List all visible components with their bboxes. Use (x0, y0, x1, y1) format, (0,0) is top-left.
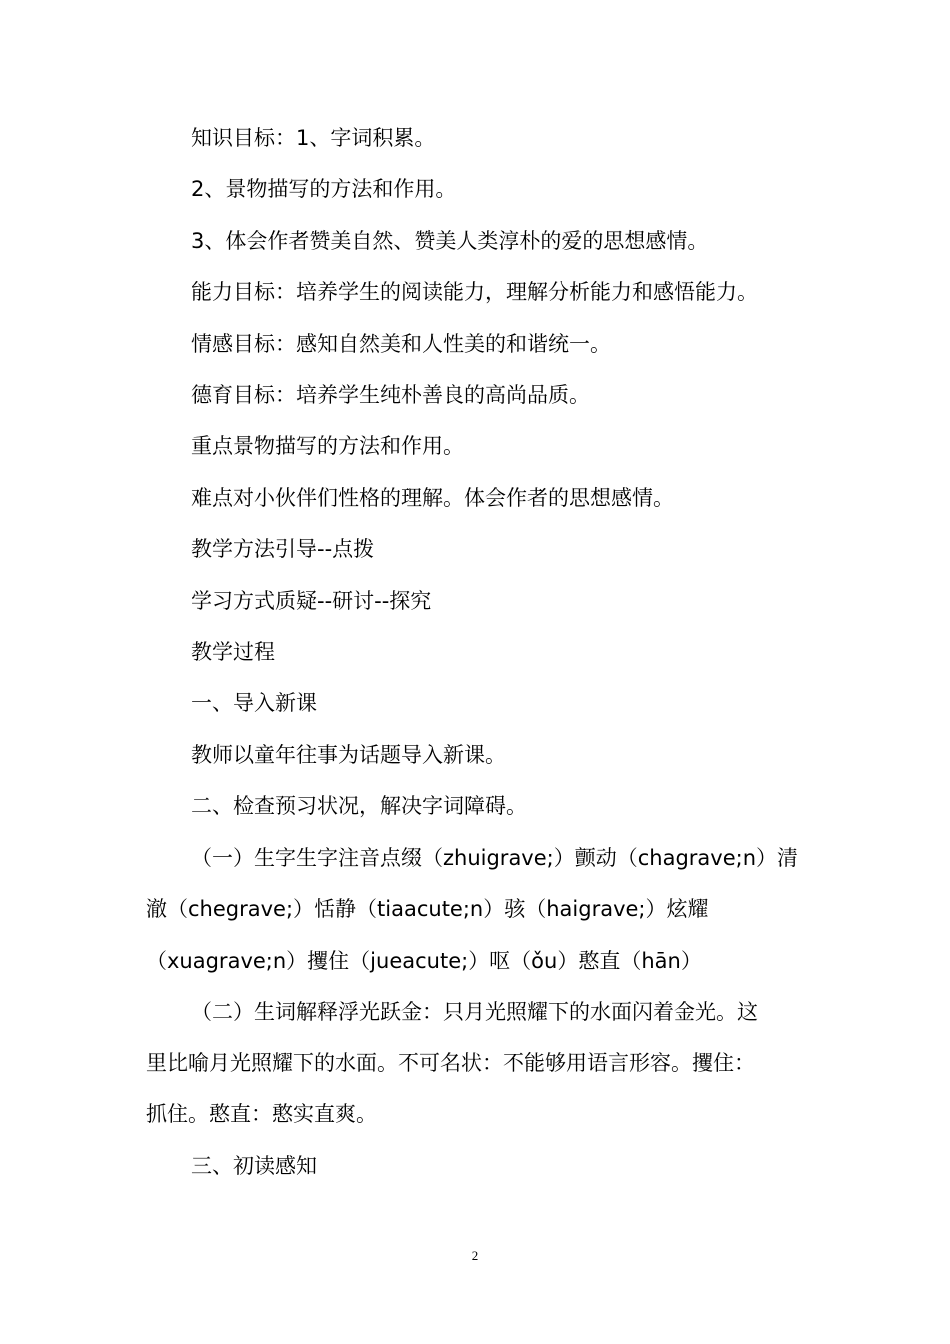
word-explanation-line-1: （二）生词解释浮光跃金：只月光照耀下的水面闪着金光。这 (191, 1000, 758, 1024)
ability-goal-line: 能力目标：培养学生的阅读能力，理解分析能力和感悟能力。 (191, 280, 758, 304)
section-1-heading: 一、导入新课 (191, 691, 317, 715)
teaching-method-line: 教学方法引导--点拨 (191, 537, 375, 561)
knowledge-goal-item-2: 2、景物描写的方法和作用。 (191, 177, 457, 201)
knowledge-goal-line: 知识目标：1、字词积累。 (191, 126, 436, 150)
word-explanation-line-2: 里比喻月光照耀下的水面。不可名状：不能够用语言形容。攫住： (146, 1051, 755, 1075)
section-1-text: 教师以童年往事为话题导入新课。 (191, 743, 506, 767)
vocab-line-1: （一）生字生字注音点缀（zhuigrave;）颤动（chagrave;n）清 (191, 846, 799, 870)
page-number: 2 (471, 1248, 479, 1263)
difficult-point-line: 难点对小伙伴们性格的理解。体会作者的思想感情。 (191, 486, 674, 510)
vocab-line-3: （xuagrave;n）攫住（jueacute;）呕（ǒu）憨直（hān） (146, 949, 702, 973)
emotion-goal-line: 情感目标：感知自然美和人性美的和谐统一。 (191, 332, 611, 356)
word-explanation-line-3: 抓住。憨直：憨实直爽。 (146, 1102, 377, 1126)
knowledge-goal-item-3: 3、体会作者赞美自然、赞美人类淳朴的爱的思想感情。 (191, 229, 709, 253)
teaching-process-heading: 教学过程 (191, 640, 275, 664)
key-point-line: 重点景物描写的方法和作用。 (191, 434, 464, 458)
section-2-heading: 二、检查预习状况，解决字词障碍。 (191, 794, 527, 818)
vocab-line-2: 澈（chegrave;）恬静（tiaacute;n）骇（haigrave;）炫耀 (146, 897, 709, 921)
learning-method-line: 学习方式质疑--研讨--探究 (191, 589, 432, 613)
section-3-heading: 三、初读感知 (191, 1154, 317, 1178)
moral-goal-line: 德育目标：培养学生纯朴善良的高尚品质。 (191, 383, 590, 407)
